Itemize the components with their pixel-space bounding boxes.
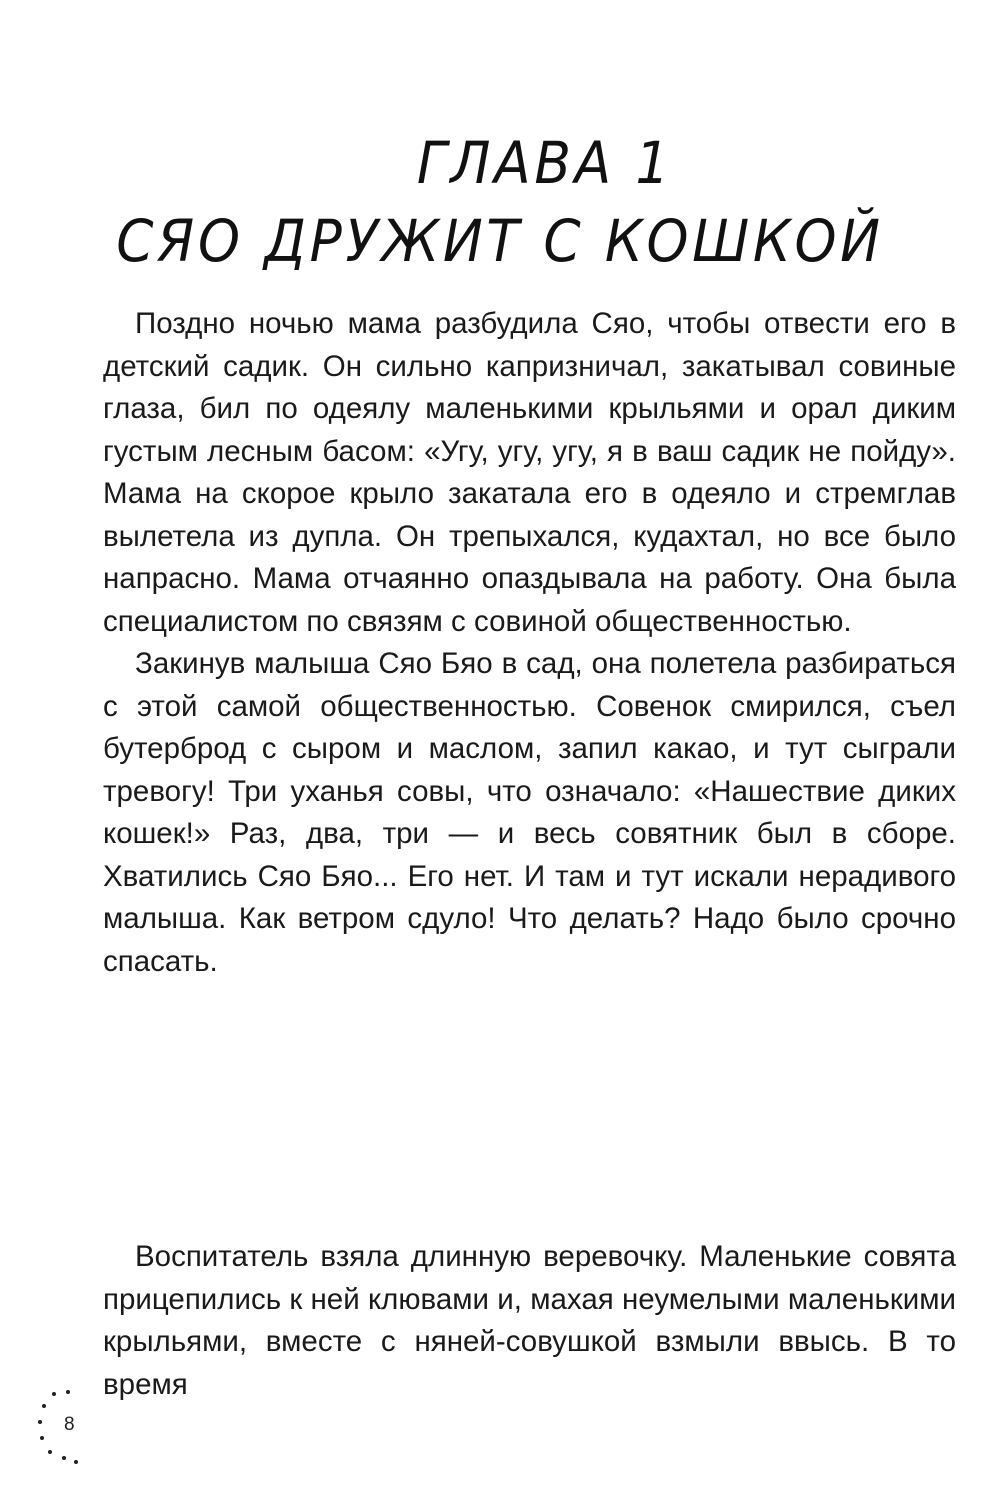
chapter-title: СЯО ДРУЖИТ С КОШКОЙ [116, 207, 884, 275]
paragraph-3: Воспитатель взяла длинную веревочку. Маленькие совята прицепились к ней клювами и, махая неумелыми маленькими крыльями, вместе с няней-совушкой взмыли ввысь. В то время [103, 1240, 956, 1401]
body-text-continued [103, 1236, 956, 1406]
paragraph-1: Поздно ночью мама разбудила Сяо, чтобы отвести его в детский садик. Он сильно капризничал, закатывал совиные глаза, бил по одеялу маленькими крыльями и орал диким густым лесным басом: «Угу, угу, угу, я в ваш садик не пойду». Мама на скорое крыло закатала его в одеяло и стремглав вылетела из дупла. Он трепыхался, кудахтал, но все было напрасно. Мама отчаянно опаздывала на работу. Она была специалистом по связям с совиной общественностью. [103, 307, 956, 638]
chapter-heading [0, 128, 1000, 276]
page-number: 8 [64, 1414, 75, 1435]
page-number-dots-ornament [36, 1390, 86, 1466]
chapter-number: ГЛАВА 1 [416, 129, 674, 197]
body-text [103, 303, 956, 983]
paragraph-2: Закинув малыша Сяо Бяо в сад, она полетела разбираться с этой самой общественностью. Совенок смирился, съел бутерброд с сыром и маслом, запил какао, и тут сыграли тревогу! Три уханья совы, что означало: «Нашествие диких кошек!» Раз, два, три — и весь совятник был в сборе. Хватились Сяо Бяо... Его нет. И там и тут искали нерадивого малыша. Как ветром сдуло! Что делать? Надо было срочно спасать. [103, 647, 956, 978]
